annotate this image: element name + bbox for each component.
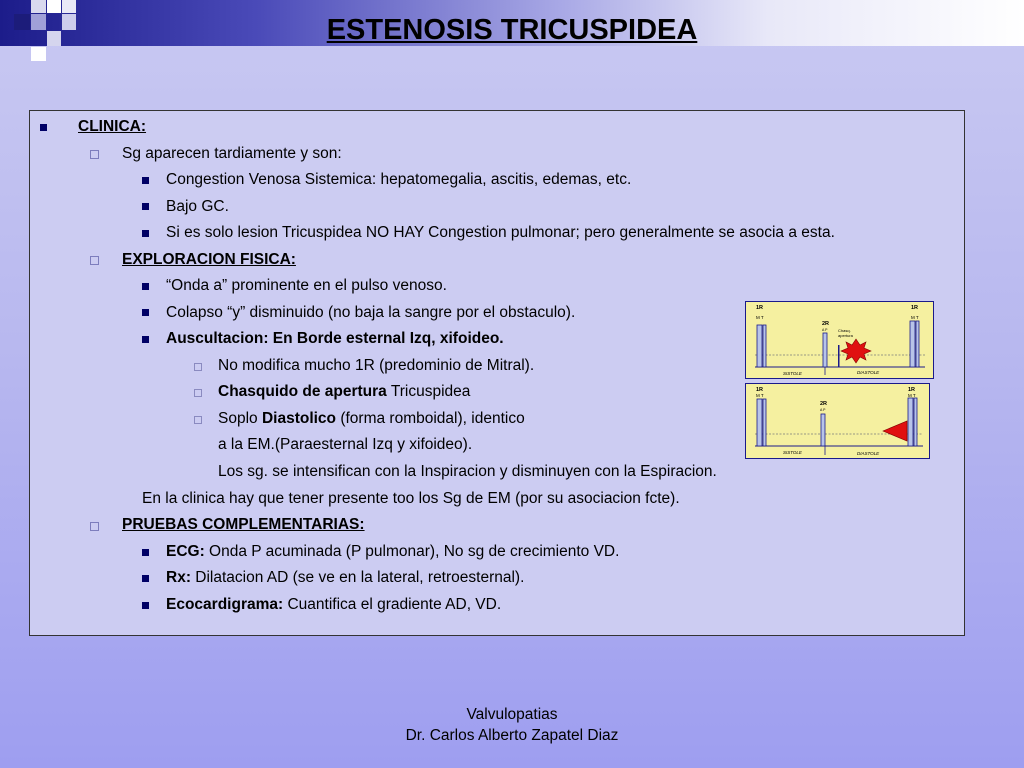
label-mt-left: M T xyxy=(756,315,764,320)
hollow-bullet-icon xyxy=(90,150,99,159)
label-mt-right: M T xyxy=(908,393,916,398)
slide-title: ESTENOSIS TRICUSPIDEA xyxy=(326,14,698,46)
label-1r-right: 1R xyxy=(908,387,916,393)
item-text: Dilatacion AD (se ve en la lateral, retroesternal). xyxy=(190,569,525,586)
label-1r-right: 1R xyxy=(911,305,919,311)
item-label: Ecocardigrama: xyxy=(166,596,284,613)
label-1r-left: 1R xyxy=(756,387,764,393)
list-item: Colapso “y” disminuido (no baja la sangre por el obstaculo). xyxy=(166,304,576,321)
item-text: Onda P acuminada (P pulmonar), No sg de crecimiento VD. xyxy=(204,543,620,560)
opening-snap-line xyxy=(838,345,840,367)
diagram-background xyxy=(746,384,930,459)
sub-item xyxy=(218,409,525,429)
list-item xyxy=(166,542,619,562)
footer-author: Dr. Carlos Alberto Zapatel Diaz xyxy=(405,727,619,744)
label-mt-right: M T xyxy=(911,315,919,320)
item-text: Cuantifica el gradiente AD, VD. xyxy=(283,596,502,613)
decor-square xyxy=(31,47,46,61)
label-1r-left: 1R xyxy=(756,305,764,311)
list-item: Si es solo lesion Tricuspidea NO HAY Congestion pulmonar; pero generalmente se asocia a esta. xyxy=(166,224,835,241)
sub-item-continuation: Los sg. se intensifican con la Inspiracion y disminuyen con la Espiracion. xyxy=(218,463,717,480)
item-label: ECG: xyxy=(166,543,205,560)
hollow-bullet-icon xyxy=(90,256,99,265)
list-item: Bajo GC. xyxy=(166,198,229,215)
s2-bar xyxy=(823,333,827,367)
bullet-icon xyxy=(142,602,149,609)
bullet-icon xyxy=(142,309,149,316)
label-2r: 2R xyxy=(820,401,828,407)
pruebas-heading: PRUEBAS COMPLEMENTARIAS: xyxy=(122,516,365,533)
sub-item-text: Soplo xyxy=(218,410,262,427)
phonocardiogram-diastolic-murmur xyxy=(745,383,930,459)
list-item: “Onda a” prominente en el pulso venoso. xyxy=(166,277,447,294)
s1-right-bar-t xyxy=(914,398,917,446)
label-mt-left: M T xyxy=(756,393,764,398)
bullet-icon xyxy=(142,203,149,210)
s1-right-bar-t xyxy=(916,321,919,367)
item-label: Rx: xyxy=(166,569,191,586)
s1-left-bar xyxy=(757,325,762,367)
label-2r: 2R xyxy=(822,321,830,327)
sub-item-text: Tricuspidea xyxy=(386,383,471,400)
list-item: Congestion Venosa Sistemica: hepatomegalia, ascitis, edemas, etc. xyxy=(166,171,632,188)
hollow-bullet-icon xyxy=(90,522,99,531)
sub-item-bold: Chasquido de apertura xyxy=(218,383,387,400)
sub-item-continuation: a la EM.(Paraesternal Izq y xifoideo). xyxy=(218,436,473,453)
label-ap: A P xyxy=(822,328,828,332)
list-item xyxy=(166,568,524,588)
sub-item-bold: Diastolico xyxy=(261,410,337,427)
label-ap: A P xyxy=(820,408,826,412)
bullet-icon xyxy=(40,124,47,131)
s1-left-bar-t xyxy=(763,325,766,367)
s1-left-bar xyxy=(757,399,762,446)
bullet-icon xyxy=(142,336,149,343)
clinica-heading: CLINICA: xyxy=(78,118,147,135)
sub-item-text: (forma romboidal), identico xyxy=(336,410,525,427)
hollow-bullet-icon xyxy=(194,389,202,397)
exploracion-heading: EXPLORACION FISICA: xyxy=(122,251,296,268)
label-diastole: DIASTOLE xyxy=(857,370,880,375)
sg-intro: Sg aparecen tardiamente y son: xyxy=(122,145,342,162)
s1-right-bar xyxy=(908,398,913,446)
hollow-bullet-icon xyxy=(194,363,202,371)
bullet-icon xyxy=(142,283,149,290)
auscultacion-item: Auscultacion: En Borde esternal Izq, xifoideo. xyxy=(166,330,504,347)
decor-square xyxy=(31,0,46,13)
bullet-icon xyxy=(142,177,149,184)
hollow-bullet-icon xyxy=(194,416,202,424)
phonocardiogram-opening-snap xyxy=(745,301,934,379)
decor-square xyxy=(62,0,76,13)
s1-left-bar-t xyxy=(763,399,766,446)
bullet-icon xyxy=(142,549,149,556)
s2-bar xyxy=(821,414,825,446)
sub-item: No modifica mucho 1R (predominio de Mitral). xyxy=(218,357,535,374)
decor-square xyxy=(47,0,61,13)
label-diastole: DIASTOLE xyxy=(857,451,880,456)
sub-item xyxy=(218,382,470,402)
bullet-icon xyxy=(142,575,149,582)
label-chasq: Chasq. xyxy=(838,328,851,333)
s1-right-bar xyxy=(910,321,915,367)
list-item xyxy=(166,595,501,615)
label-apertura: apertura xyxy=(838,333,853,338)
label-sistole: SISTOLE xyxy=(783,371,802,376)
label-sistole: SISTOLE xyxy=(783,450,802,455)
clinica-note: En la clinica hay que tener presente too los Sg de EM (por su asociacion fcte). xyxy=(142,490,680,507)
footer-topic: Valvulopatias xyxy=(466,706,558,723)
bullet-icon xyxy=(142,230,149,237)
